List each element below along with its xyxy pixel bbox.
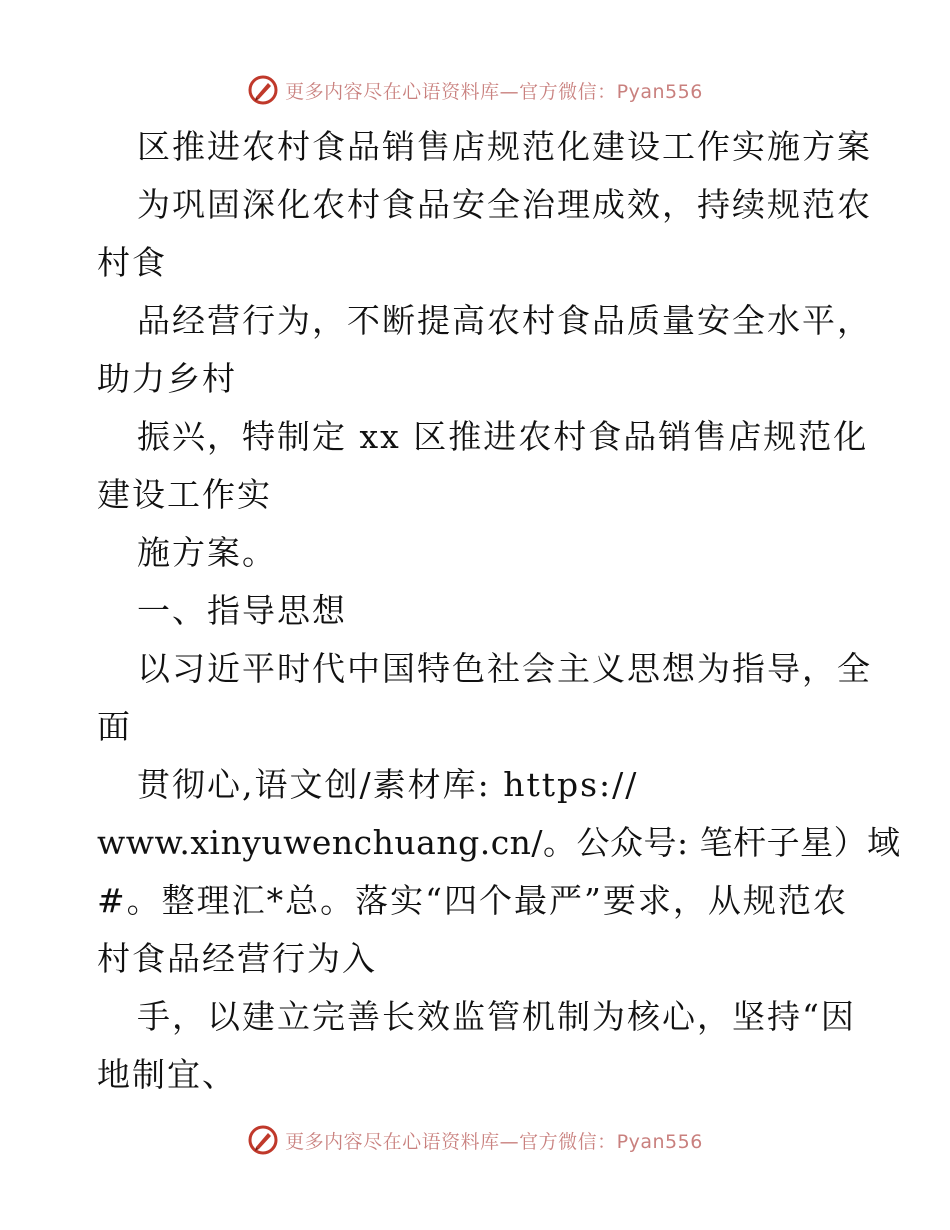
paragraph-line: 振兴，特制定 xx 区推进农村食品销售店规范化 <box>137 417 869 456</box>
header-watermark-inner <box>247 74 703 106</box>
paragraph-line: 村食 <box>97 243 167 282</box>
pen-logo-icon <box>247 74 279 106</box>
pen-logo-icon <box>247 1124 279 1156</box>
paragraph-line: 建设工作实 <box>97 475 272 514</box>
paragraph-line: 品经营行为，不断提高农村食品质量安全水平， <box>137 301 872 340</box>
paragraph-line: 贯彻心,语文创/素材库: https:// <box>137 765 639 804</box>
document-body <box>97 118 901 1104</box>
paragraph-line: 地制宜、 <box>97 1055 237 1094</box>
footer-watermark <box>0 1120 950 1160</box>
paragraph-line: 村食品经营行为入 <box>97 939 377 978</box>
paragraph-line: #。整理汇*总。落实“四个最严”要求，从规范农 <box>97 881 848 920</box>
paragraph-line: 助力乡村 <box>97 359 237 398</box>
paragraph-line: www.xinyuwenchuang.cn/。公众号: 笔杆子星）域 <box>97 823 901 862</box>
paragraph-line: 手，以建立完善长效监管机制为核心，坚持“因 <box>137 997 856 1036</box>
paragraph-line: 施方案。 <box>137 533 277 572</box>
paragraph-line: 为巩固深化农村食品安全治理成效，持续规范农 <box>137 185 872 224</box>
footer-watermark-text: 更多内容尽在心语资料库—官方微信：Pyan556 <box>285 1130 703 1153</box>
paragraph-line: 面 <box>97 707 132 746</box>
header-watermark-text: 更多内容尽在心语资料库—官方微信：Pyan556 <box>285 80 703 103</box>
footer-watermark-inner <box>247 1124 703 1156</box>
section-heading: 一、指导思想 <box>137 591 347 630</box>
paragraph-line: 以习近平时代中国特色社会主义思想为指导，全 <box>137 649 872 688</box>
header-watermark <box>0 70 950 110</box>
document-title: 区推进农村食品销售店规范化建设工作实施方案 <box>137 127 872 166</box>
